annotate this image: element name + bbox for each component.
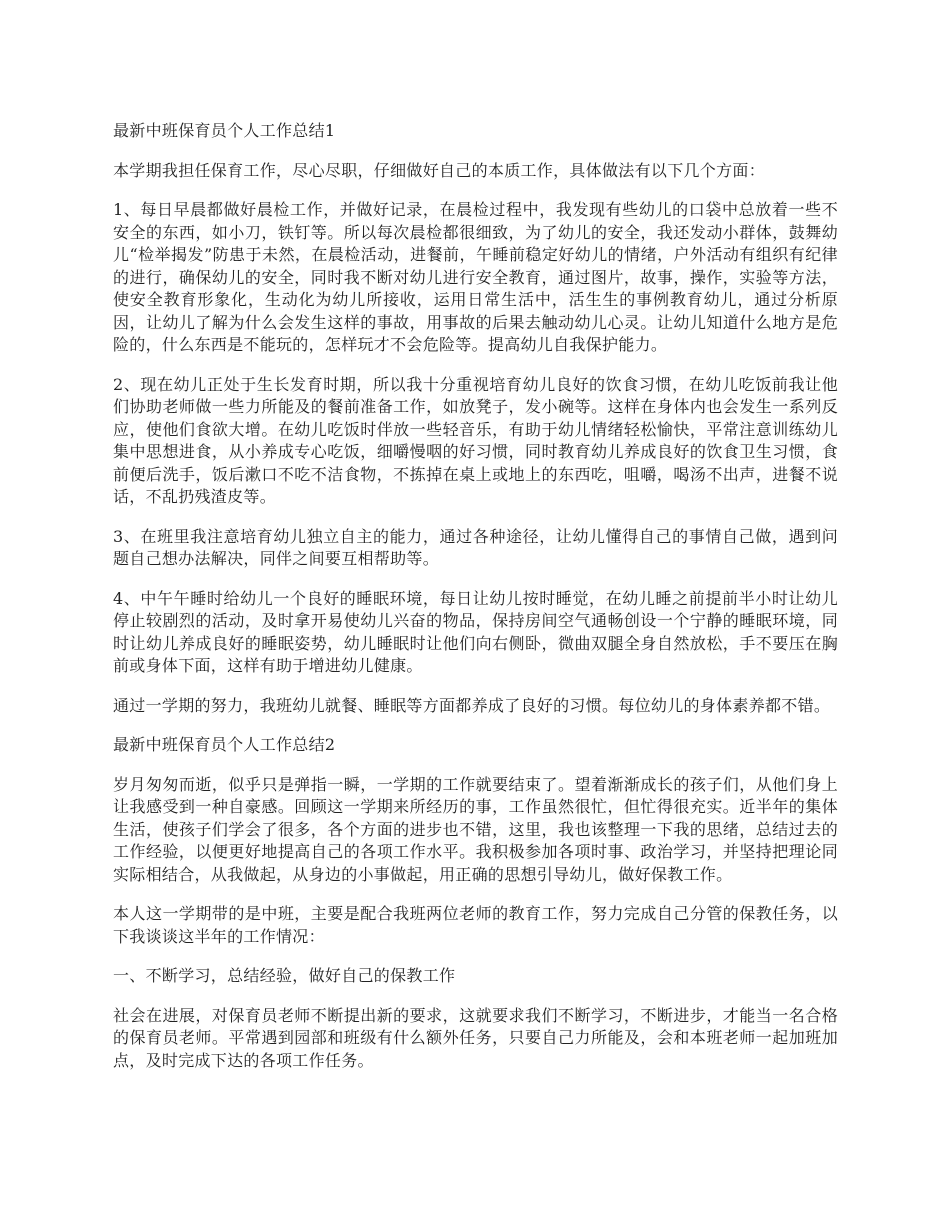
section-title-2: 最新中班保育员个人工作总结2 — [113, 735, 336, 754]
paragraph-reflection: 岁月匆匆而逝，似乎只是弹指一瞬，一学期的工作就要结束了。望着渐渐成长的孩子们，从他们身上让我感受到一种自豪感。回顾这一学期来所经历的事，工作虽然很忙，但忙得很充实。近半年的集体生活，使孩子们学会了很多，各个方面的进步也不错，这里，我也该整理一下我的思绪，总结过去的工作经验，以便更好地提高自己的各项工作水平。我积极参加各项时事、政治学习，并坚持把理论同实际相结合，从我做起，从身边的小事做起，用正确的思想引导幼儿，做好保教工作。 — [113, 774, 838, 884]
document-page — [113, 120, 838, 1089]
paragraph-item-4: 4、中午午睡时给幼儿一个良好的睡眠环境，每日让幼儿按时睡觉，在幼儿睡之前提前半小时让幼儿停止较剧烈的活动，及时拿开易使幼儿兴奋的物品，保持房间空气通畅创设一个宁静的睡眠环境，同时让幼儿养成良好的睡眠姿势，幼儿睡眠时让他们向右侧卧，微曲双腿全身自然放松，手不要压在胸前或身体下面，这样有助于增进幼儿健康。 — [113, 588, 838, 675]
section-title-1: 最新中班保育员个人工作总结1 — [113, 121, 336, 140]
paragraph-intro: 本学期我担任保育工作，尽心尽职，仔细做好自己的本质工作，具体做法有以下几个方面： — [113, 160, 766, 180]
subsection-title-1: 一、不断学习，总结经验，做好自己的保教工作 — [113, 966, 456, 985]
paragraph-conclusion: 通过一学期的努力，我班幼儿就餐、睡眠等方面都养成了良好的习惯。每位幼儿的身体素养都不错。 — [113, 695, 831, 715]
paragraph-item-2: 2、现在幼儿正处于生长发育时期，所以我十分重视培育幼儿良好的饮食习惯，在幼儿吃饭前我让他们协助老师做一些力所能及的餐前准备工作，如放凳子，发小碗等。这样在身体内也会发生一系列反应，使他们食欲大增。在幼儿吃饭时伴放一些轻音乐，有助于幼儿情绪轻松愉快，平常注意训练幼儿集中思想进食，从小养成专心吃饭，细嚼慢咽的好习惯，同时教育幼儿养成良好的饮食卫生习惯，食前便后洗手，饭后漱口不吃不洁食物，不拣掉在桌上或地上的东西吃，咀嚼，喝汤不出声，进餐不说话，不乱扔残渣皮等。 — [113, 374, 838, 506]
paragraph-role: 本人这一学期带的是中班，主要是配合我班两位老师的教育工作，努力完成自己分管的保教任务，以下我谈谈这半年的工作情况： — [113, 904, 838, 946]
paragraph-item-1: 1、每日早晨都做好晨检工作，并做好记录，在晨检过程中，我发现有些幼儿的口袋中总放着一些不安全的东西，如小刀，铁钉等。所以每次晨检都很细致，为了幼儿的安全，我还发动小群体，鼓舞幼儿“检举揭发”防患于未然，在晨检活动，进餐前，午睡前稳定好幼儿的情绪，户外活动有组织有纪律的进行，确保幼儿的安全，同时我不断对幼儿进行安全教育，通过图片，故事，操作，实验等方法，使安全教育形象化，生动化为幼儿所接收，运用日常生活中，活生生的事例教育幼儿，通过分析原因，让幼儿了解为什么会发生这样的事故，用事故的后果去触动幼儿心灵。让幼儿知道什么地方是危险的，什么东西是不能玩的，怎样玩才不会危险等。提高幼儿自我保护能力。 — [113, 200, 838, 354]
paragraph-item-3: 3、在班里我注意培育幼儿独立自主的能力，通过各种途径，让幼儿懂得自己的事情自己做，遇到问题自己想办法解决，同伴之间要互相帮助等。 — [113, 526, 838, 568]
paragraph-learning: 社会在进展，对保育员老师不断提出新的要求，这就要求我们不断学习，不断进步，才能当一名合格的保育员老师。平常遇到园部和班级有什么额外任务，只要自己力所能及，会和本班老师一起加班加点，及时完成下达的各项工作任务。 — [113, 1005, 838, 1070]
